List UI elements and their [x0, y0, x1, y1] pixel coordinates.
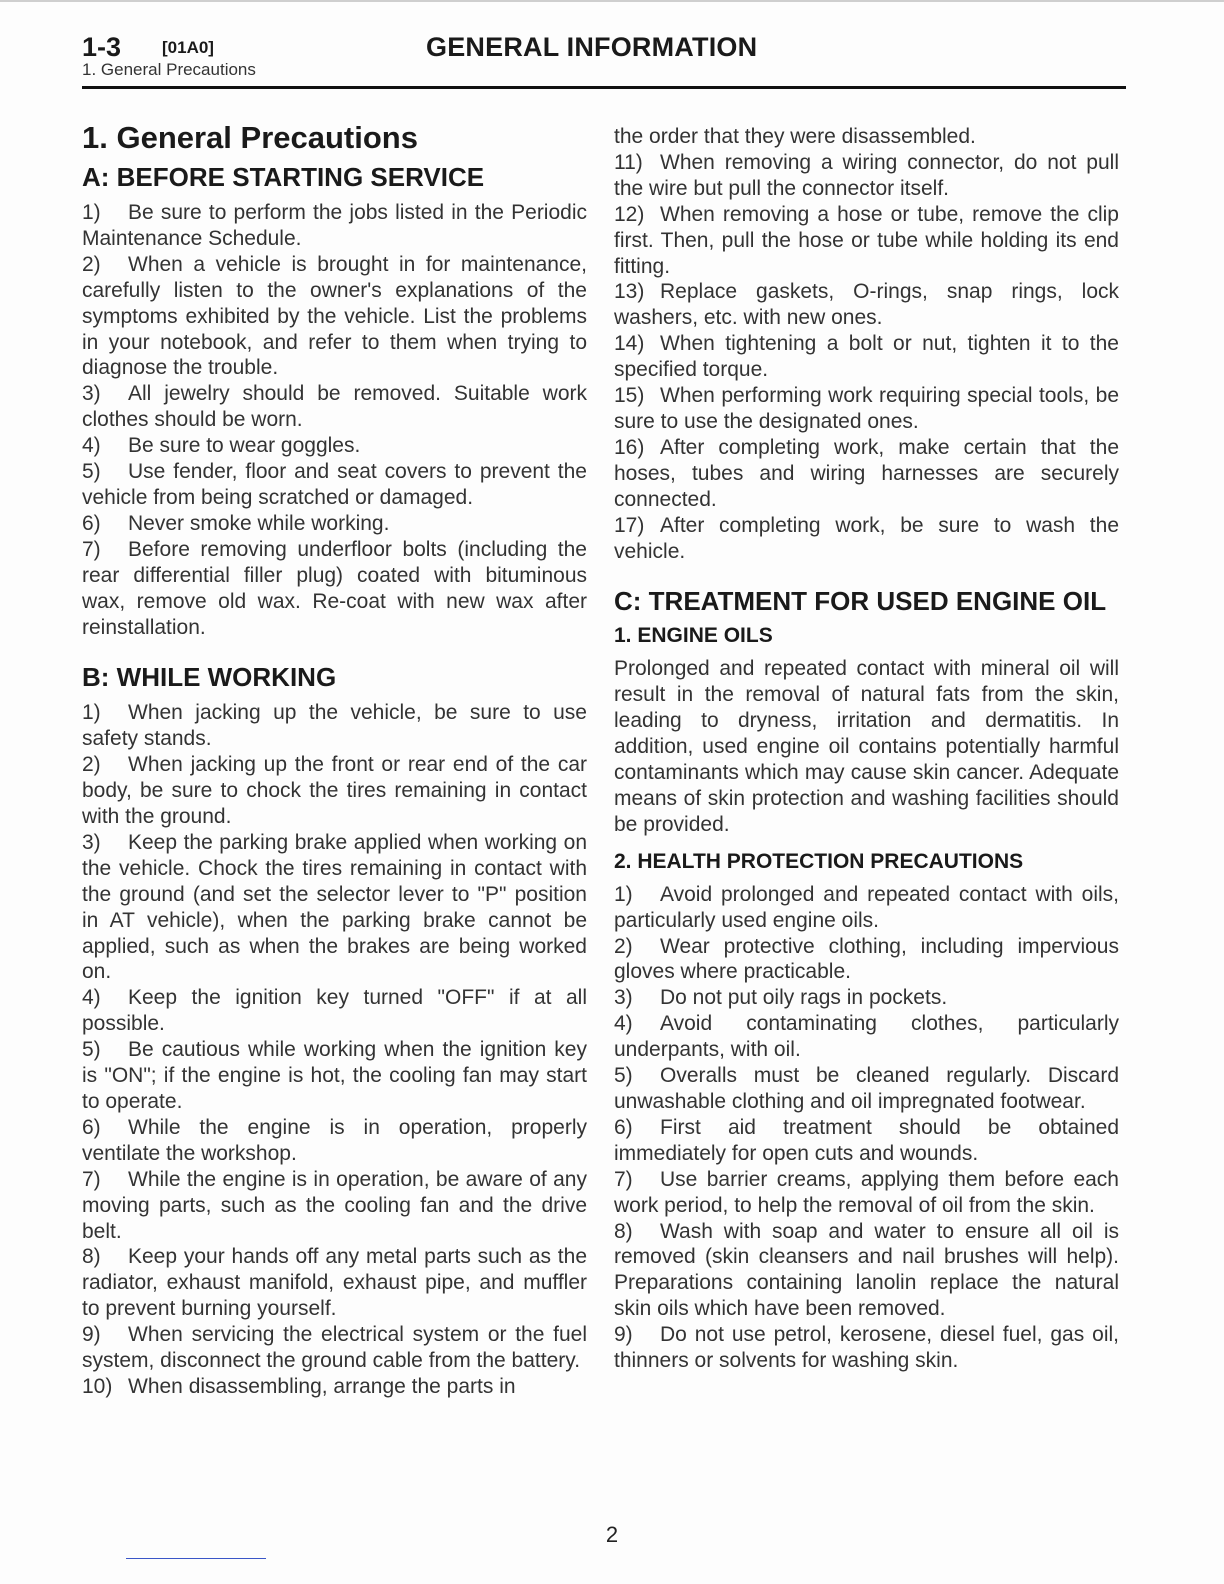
subsection-health-title: 2. HEALTH PROTECTION PRECAUTIONS	[614, 849, 1024, 873]
list-item: 16) After completing work, make certain that the hoses, tubes and wiring harnesses are securely connected.	[614, 435, 1119, 511]
list-item: 3) All jewelry should be removed. Suitable work clothes should be worn.	[82, 382, 587, 432]
list-item: 2) When a vehicle is brought in for maintenance, carefully listen to the owner's explanations of the symptoms exhibited by the vehicle. List the problems in your notebook, and refer to them when trying to diagnose the trouble.	[82, 252, 587, 380]
list-item: 1) Be sure to perform the jobs listed in the Periodic Maintenance Schedule.	[82, 201, 587, 250]
page-header	[82, 30, 1126, 90]
list-item: 6) Never smoke while working.	[82, 511, 390, 535]
breadcrumb: 1. General Precautions	[82, 60, 256, 79]
list-item: 7) While the engine is in operation, be aware of any moving parts, such as the cooling fan and the drive belt.	[82, 1167, 587, 1243]
header-rule	[82, 86, 1126, 89]
top-rule	[0, 0, 1224, 2]
list-item: 9) When servicing the electrical system or the fuel system, disconnect the ground cable from the battery.	[82, 1323, 587, 1373]
list-item: 4) Be sure to wear goggles.	[82, 434, 361, 458]
list-item: 14) When tightening a bolt or nut, tighten it to the specified torque.	[614, 332, 1119, 382]
list-item: 12) When removing a hose or tube, remove the clip first. Then, pull the hose or tube while holding its end fitting.	[614, 202, 1119, 278]
list-item: 7) Use barrier creams, applying them before each work period, to help the removal of oil from the skin.	[614, 1167, 1119, 1217]
continued-text: the order that they were disassembled.	[614, 125, 976, 148]
section-b-title: B: WHILE WORKING	[82, 662, 337, 693]
section-a-title: A: BEFORE STARTING SERVICE	[82, 162, 485, 192]
list-item: 1) When jacking up the vehicle, be sure to use safety stands.	[82, 701, 587, 751]
list-item: 7) Before removing underfloor bolts (including the rear differential filler plug) coated with bituminous wax, remove old wax. Re-coat with new wax after reinstallation.	[82, 537, 587, 639]
chapter-title: GENERAL INFORMATION	[426, 32, 758, 62]
section-code: [01A0]	[162, 38, 214, 57]
list-item: 13) Replace gaskets, O-rings, snap rings, lock washers, etc. with new ones.	[614, 280, 1119, 330]
subsection-engine-oils-title: 1. ENGINE OILS	[614, 624, 773, 648]
list-item: 9) Do not use petrol, kerosene, diesel fuel, gas oil, thinners or solvents for washing skin.	[614, 1323, 1119, 1373]
engine-oils-text: Prolonged and repeated contact with mineral oil will result in the removal of natural fats from the skin, leading to dryness, irritation and dermatitis. In addition, used engine oil contains potentially harmful contaminants which may cause skin cancer. Adequate means of skin protection and washing facilities should be provided.	[614, 657, 1119, 836]
list-item: 10) When disassembling, arrange the parts in	[82, 1374, 516, 1398]
list-item: 3) Do not put oily rags in pockets.	[614, 986, 948, 1010]
list-item: 8) Keep your hands off any metal parts such as the radiator, exhaust manifold, exhaust pipe, and muffler to prevent burning yourself.	[82, 1245, 587, 1321]
page-title: 1. General Precautions	[82, 120, 418, 155]
list-item: 5) Overalls must be cleaned regularly. Discard unwashable clothing and oil impregnated footwear.	[614, 1064, 1119, 1113]
footer-page-number: 2	[605, 1522, 619, 1547]
page-number-label: 1-3	[82, 32, 122, 62]
left-column	[82, 120, 587, 1400]
list-item: 4) Avoid contaminating clothes, particularly underpants, with oil.	[614, 1012, 1119, 1062]
right-column	[614, 124, 1119, 1374]
list-item: 5) Use fender, floor and seat covers to prevent the vehicle from being scratched or damaged.	[82, 460, 587, 509]
list-item: 17) After completing work, be sure to wash the vehicle.	[614, 513, 1119, 563]
list-item: 4) Keep the ignition key turned "OFF" if at all possible.	[82, 986, 587, 1036]
list-item: 11) When removing a wiring connector, do not pull the wire but pull the connector itself.	[614, 150, 1119, 200]
list-item: 2) When jacking up the front or rear end of the car body, be sure to chock the tires remaining in contact with the ground.	[82, 753, 587, 829]
list-item: 6) First aid treatment should be obtained immediately for open cuts and wounds.	[614, 1115, 1119, 1165]
list-item: 15) When performing work requiring special tools, be sure to use the designated ones.	[614, 384, 1119, 433]
list-item: 5) Be cautious while working when the ignition key is "ON"; if the engine is hot, the cooling fan may start to operate.	[82, 1038, 587, 1113]
list-item: 6) While the engine is in operation, properly ventilate the workshop.	[82, 1115, 587, 1165]
list-item: 1) Avoid prolonged and repeated contact with oils, particularly used engine oils.	[614, 882, 1119, 932]
list-item: 3) Keep the parking brake applied when working on the vehicle. Chock the tires remaining in contact with the ground (and set the selector lever to "P" position in AT vehicle), when the parking brake cannot be applied, such as when the brakes are being worked on.	[82, 830, 587, 984]
list-item: 8) Wash with soap and water to ensure all oil is removed (skin cleansers and nail brushes will help). Preparations containing lanolin replace the natural skin oils which have been removed.	[614, 1219, 1119, 1321]
section-c-title: C: TREATMENT FOR USED ENGINE OIL	[614, 586, 1107, 617]
list-item: 2) Wear protective clothing, including impervious gloves where practicable.	[614, 934, 1119, 984]
footer-underline	[126, 1558, 266, 1559]
